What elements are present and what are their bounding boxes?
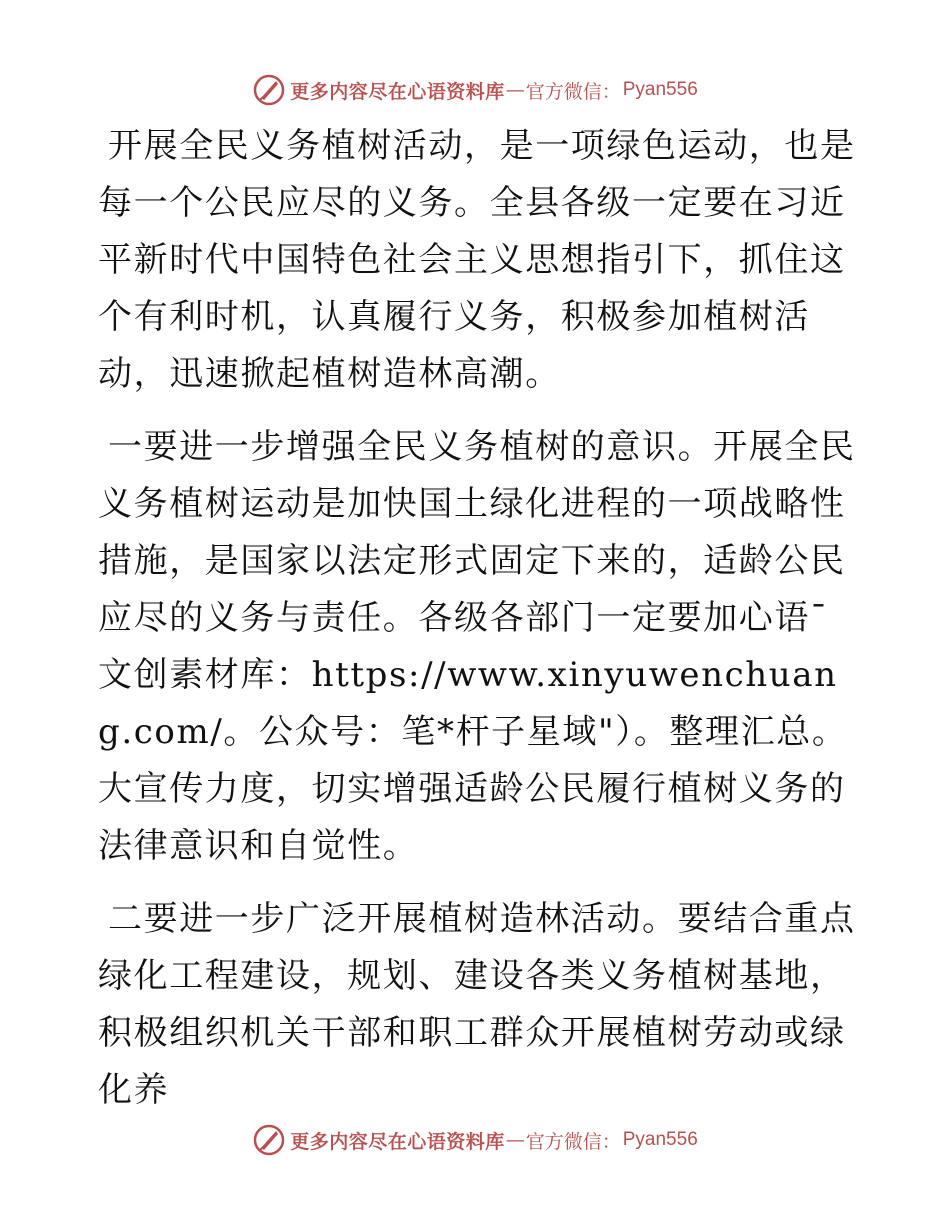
banner-wechat-id: Pyan556 [622,79,698,100]
feather-pen-logo-icon [252,1123,286,1157]
banner-wechat-id: Pyan556 [622,1129,698,1150]
feather-pen-logo-icon [252,73,286,107]
banner-main-text: 更多内容尽在心语资料库 [290,1130,505,1153]
banner-separator: — [505,1129,525,1151]
header-banner [0,70,950,110]
banner-separator: — [505,79,525,101]
footer-banner [0,1120,950,1160]
paragraph-point-two: 二要进一步广泛开展植树造林活动。要结合重点绿化工程建设，规划、建设各类义务植树基地，积极组织机关干部和职工群众开展植树劳动或绿化养 [98,899,856,1110]
banner-wechat-label: 官方微信： [525,80,621,103]
paragraph-point-one: 一要进一步增强全民义务植树的意识。开展全民义务植树运动是加快国土绿化进程的一项战略性措施，是国家以法定形式固定下来的，适龄公民应尽的义务与责任。各级各部门一定要加心语¯文创素材库：https://www.xinyuwenchuang.com/。公众号：笔*杆子星域"）。整理汇总。大宣传力度，切实增强适龄公民履行植树义务的法律意识和自觉性。 [98,427,856,866]
paragraph-intro: 开展全民义务植树活动，是一项绿色运动，也是每一个公民应尽的义务。全县各级一定要在习近平新时代中国特色社会主义思想指引下，抓住这个有利时机，认真履行义务，积极参加植树活动，迅速掀起植树造林高潮。 [98,126,856,394]
banner-wechat-label: 官方微信： [525,1130,621,1153]
banner-main-text: 更多内容尽在心语资料库 [290,80,505,103]
document-body [98,118,858,1135]
